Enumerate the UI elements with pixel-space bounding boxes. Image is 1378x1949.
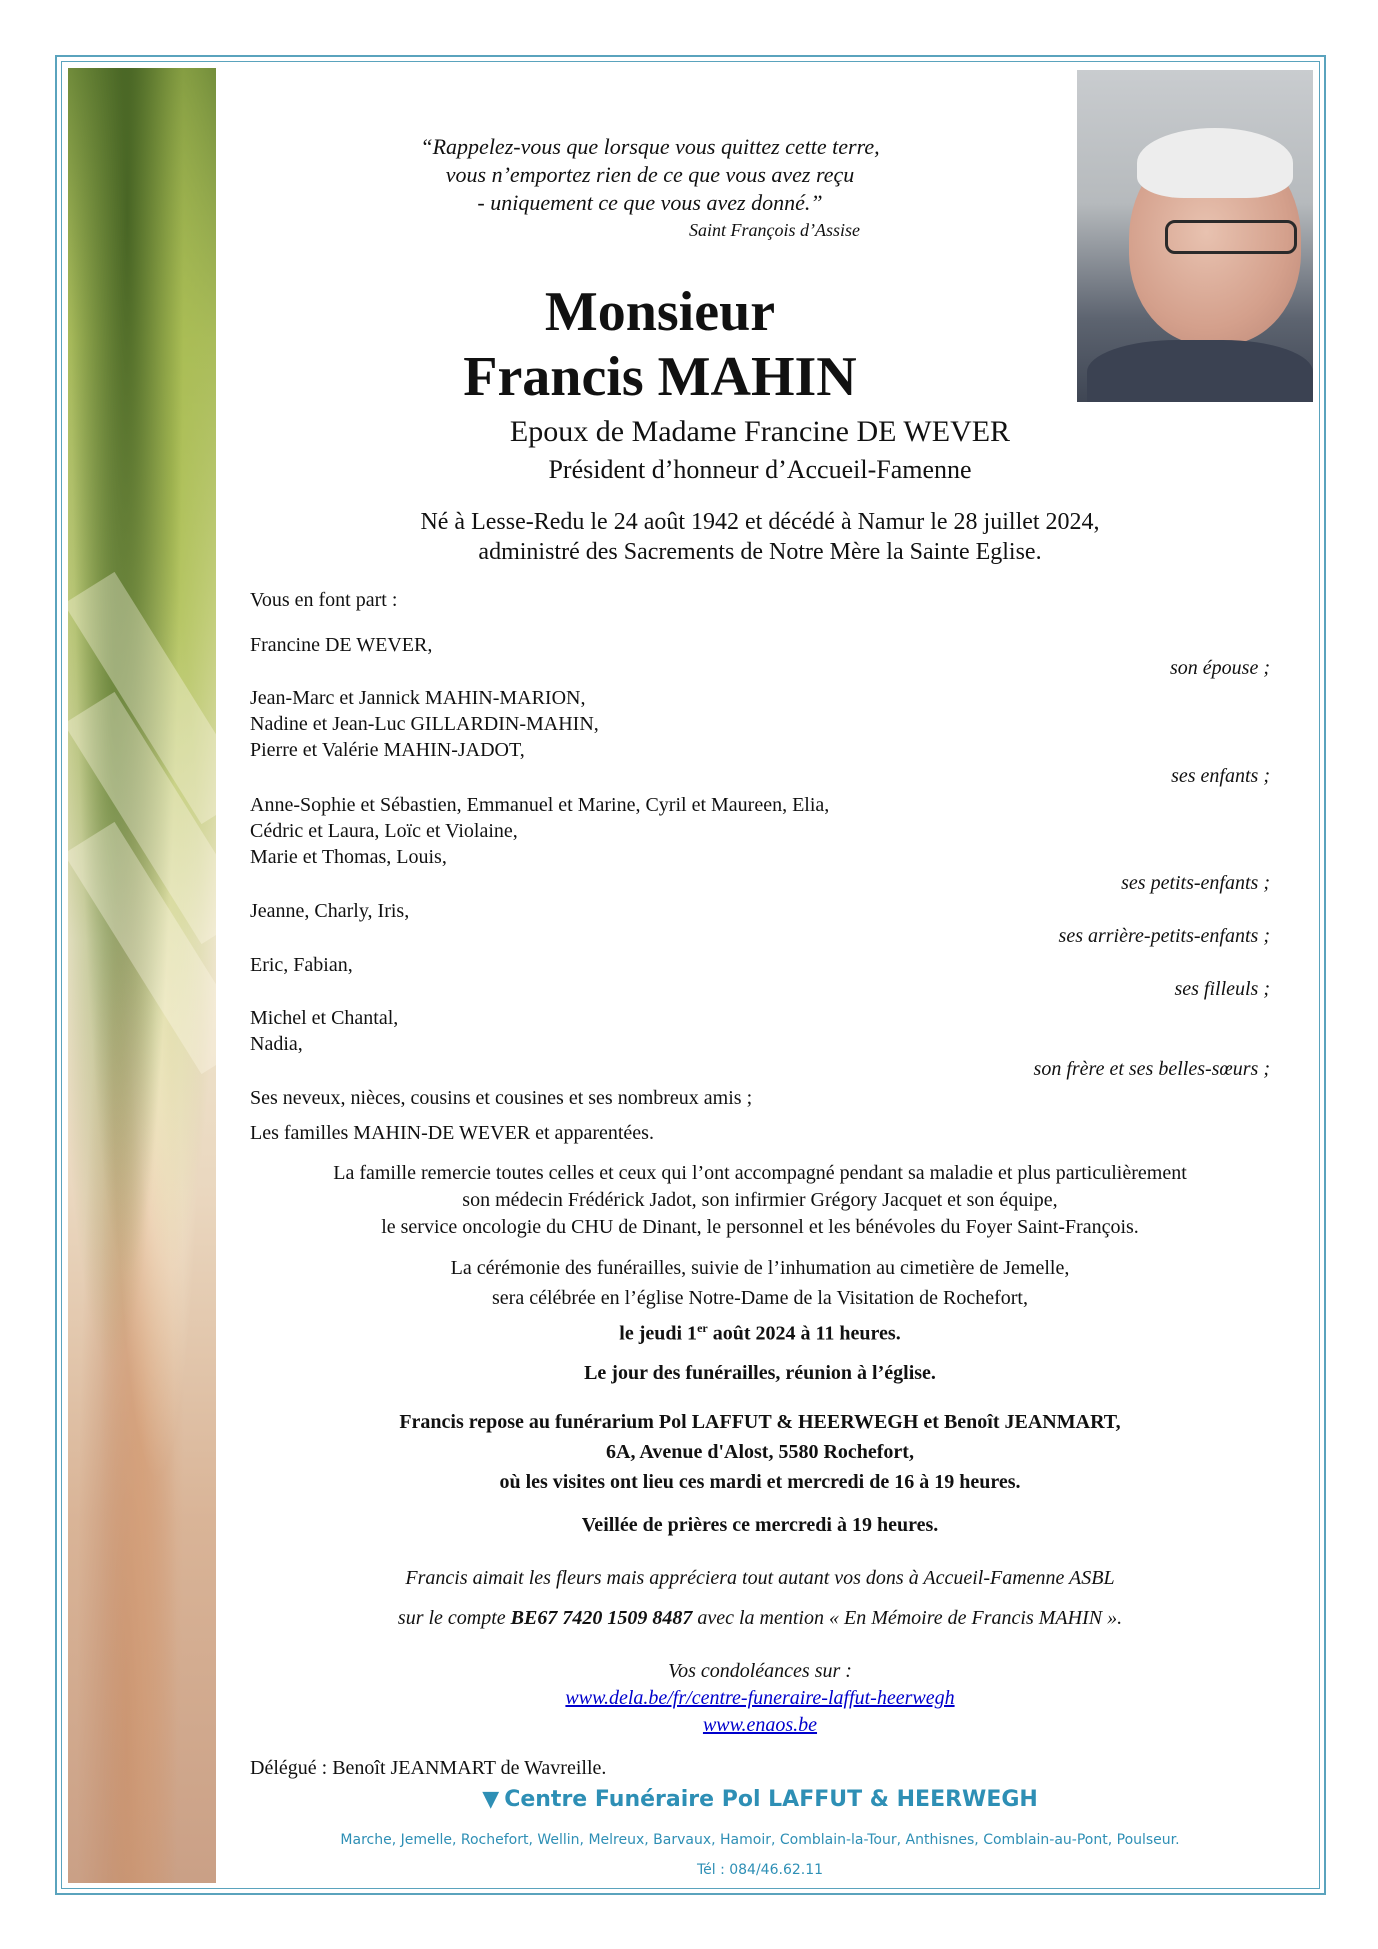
thanks-line: La famille remercie toutes celles et ceux qui l’ont accompagné pendant sa maladie et plus particulièrement	[333, 1162, 1187, 1184]
delegate-line: Délégué : Benoît JEANMART de Wavreille.	[250, 1757, 607, 1779]
donation-line: Francis aimait les fleurs mais appréciera tout autant vos dons à Accueil-Famenne ASBL	[405, 1567, 1115, 1589]
funeral-home-title	[250, 1787, 1270, 1812]
quote-line: - uniquement ce que vous avez donné.”	[477, 190, 823, 215]
relation-label: son frère et ses belles-sœurs ;	[1033, 1058, 1270, 1080]
sacrament-line: administré des Sacrements de Notre Mère la Sainte Eglise.	[478, 539, 1042, 565]
visitation-line: 6A, Avenue d'Alost, 5580 Rochefort,	[606, 1441, 914, 1463]
meeting-line: Le jour des funérailles, réunion à l’église.	[584, 1362, 936, 1384]
relation-label: ses filleuls ;	[1174, 978, 1270, 1000]
ceremony-line: La cérémonie des funérailles, suivie de l’inhumation au cimetière de Jemelle,	[450, 1257, 1070, 1279]
family-name: Michel et Chantal,	[250, 1007, 399, 1029]
bank-account: BE67 7420 1509 8487	[510, 1607, 693, 1629]
family-group-children	[250, 685, 1270, 763]
deceased-name: Francis MAHIN	[463, 346, 857, 408]
thanks-line: son médecin Frédérick Jadot, son infirmier Grégory Jacquet et son équipe,	[462, 1189, 1058, 1211]
vigil-line: Veillée de prières ce mercredi à 19 heures.	[581, 1514, 939, 1536]
family-name: Jean-Marc et Jannick MAHIN-MARION,	[250, 687, 586, 709]
relation-label: ses arrière-petits-enfants ;	[1058, 925, 1270, 947]
family-group-spouse	[250, 632, 1270, 658]
portrait-photo	[1077, 70, 1313, 402]
donation-account-line: sur le compte BE67 7420 1509 8487 avec la mention « En Mémoire de Francis MAHIN ».	[397, 1607, 1123, 1629]
funeral-home-phone: Tél : 084/46.62.11	[696, 1862, 824, 1878]
family-group-great-grandchildren	[250, 898, 1270, 924]
visitation-line: où les visites ont lieu ces mardi et mercredi de 16 à 19 heures.	[499, 1471, 1021, 1493]
family-name: Anne-Sophie et Sébastien, Emmanuel et Marine, Cyril et Maureen, Elia,	[250, 794, 830, 816]
family-name: Pierre et Valérie MAHIN-JADOT,	[250, 739, 525, 761]
quote	[300, 133, 1000, 217]
thanks-paragraph	[250, 1160, 1270, 1241]
family-group-godchildren	[250, 952, 1270, 978]
ceremony-date: le jeudi 1er août 2024 à 11 heures.	[619, 1321, 901, 1345]
triangle-down-icon: ▼	[482, 1787, 500, 1812]
relation-label: ses petits-enfants ;	[1121, 872, 1270, 894]
others-line: Les familles MAHIN-DE WEVER et apparentées.	[250, 1122, 654, 1144]
family-name: Nadia,	[250, 1033, 303, 1055]
intro-text: Vous en font part :	[250, 589, 398, 611]
role-line: Président d’honneur d’Accueil-Famenne	[548, 455, 972, 484]
family-name: Nadine et Jean-Luc GILLARDIN-MAHIN,	[250, 713, 599, 735]
thanks-line: le service oncologie du CHU de Dinant, le personnel et les bénévoles du Foyer Saint-François.	[381, 1216, 1139, 1238]
family-name: Jeanne, Charly, Iris,	[250, 900, 410, 922]
family-group-siblings	[250, 1005, 1270, 1057]
condolences-links	[250, 1685, 1270, 1739]
quote-line: vous n’emportez rien de ce que vous avez reçu	[445, 162, 855, 187]
relation-label: ses enfants ;	[1171, 765, 1270, 787]
relation-label: son épouse ;	[1170, 657, 1270, 679]
quote-line: “Rappelez-vous que lorsque vous quittez cette terre,	[420, 134, 880, 159]
condolence-link-dela[interactable]: www.dela.be/fr/centre-funeraire-laffut-heerwegh	[565, 1687, 955, 1709]
quote-author: Saint François d’Assise	[689, 220, 860, 240]
condolence-link-enaos[interactable]: www.enaos.be	[702, 1714, 818, 1736]
visitation-paragraph	[250, 1407, 1270, 1497]
others-line: Ses neveux, nièces, cousins et cousines et ses nombreux amis ;	[250, 1087, 753, 1109]
family-name: Marie et Thomas, Louis,	[250, 846, 447, 868]
condolences-label: Vos condoléances sur :	[668, 1660, 852, 1682]
visitation-line: Francis repose au funérarium Pol LAFFUT & HEERWEGH et Benoît JEANMART,	[399, 1411, 1121, 1433]
deceased-title: Monsieur	[544, 281, 776, 343]
family-name: Eric, Fabian,	[250, 954, 353, 976]
forest-path-image	[68, 68, 216, 1883]
funeral-home-name: Centre Funéraire Pol LAFFUT & HEERWEGH	[504, 1787, 1038, 1812]
spouse-line: Epoux de Madame Francine DE WEVER	[509, 415, 1011, 448]
family-name: Francine DE WEVER,	[250, 634, 433, 656]
ceremony-line: sera célébrée en l’église Notre-Dame de la Visitation de Rochefort,	[492, 1287, 1028, 1309]
family-name: Cédric et Laura, Loïc et Violaine,	[250, 820, 518, 842]
birth-death-line: Né à Lesse-Redu le 24 août 1942 et décédé à Namur le 28 juillet 2024,	[420, 509, 1100, 535]
funeral-home-locations: Marche, Jemelle, Rochefort, Wellin, Melreux, Barvaux, Hamoir, Comblain-la-Tour, Anthisnes, Comblain-au-Pont, Poulseur.	[340, 1832, 1180, 1848]
family-group-grandchildren	[250, 792, 1270, 870]
